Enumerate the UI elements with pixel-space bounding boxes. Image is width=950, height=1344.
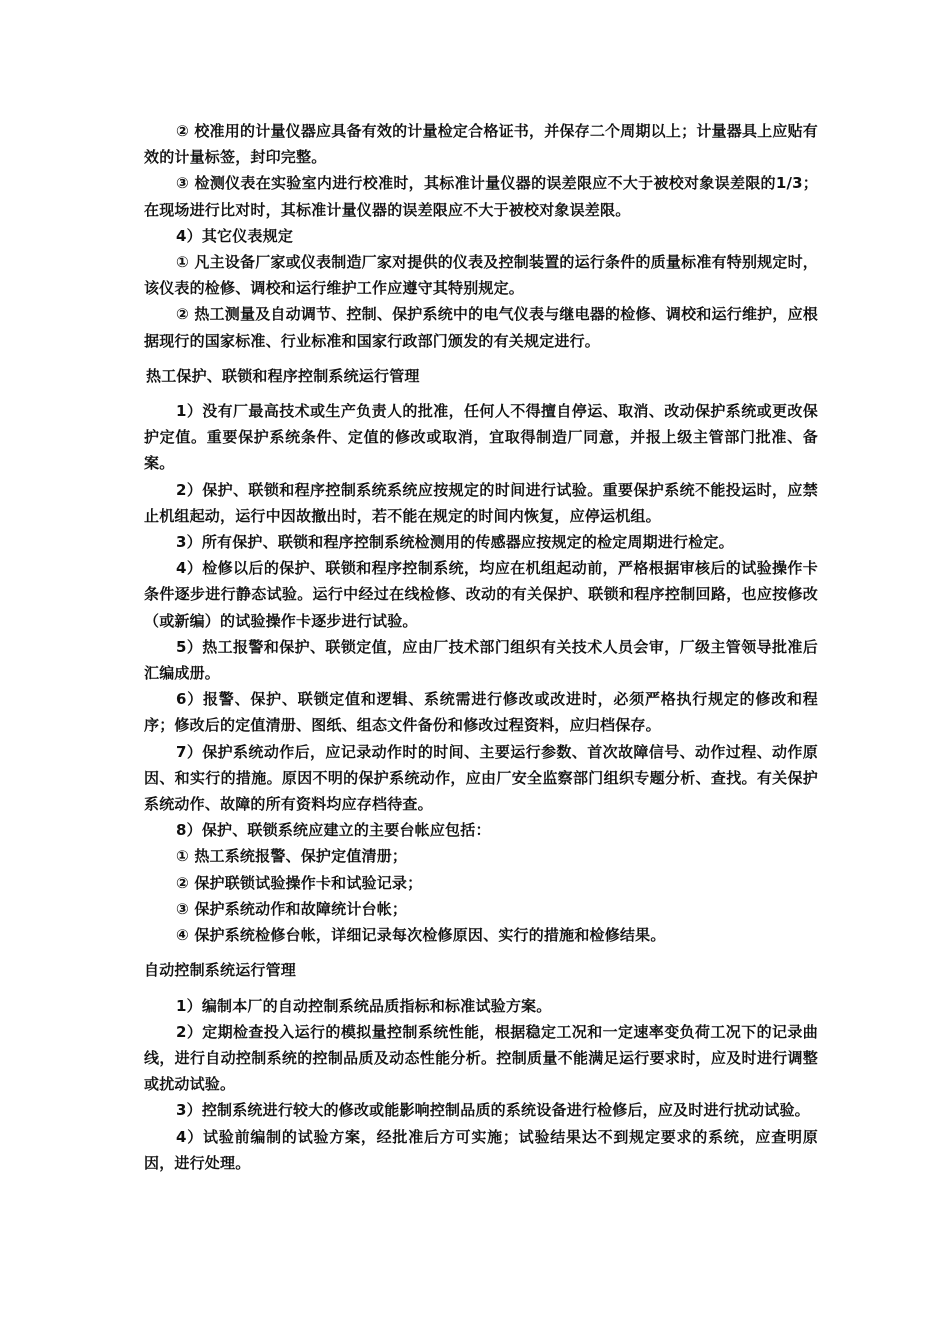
list-item: ② 保护联锁试验操作卡和试验记录；: [176, 873, 423, 892]
paragraph: 2）定期检查投入运行的模拟量控制系统性能，根据稳定工况和一定速率变负荷工况下的记录曲线，进行自动控制系统的控制品质及动态性能分析。控制质量不能满足运行要求时，应及时进行调整或扰动试验。: [144, 1022, 818, 1094]
paragraph: 2）保护、联锁和程序控制系统系统应按规定的时间进行试验。重要保护系统不能投运时，应禁止机组起动，运行中因故撤出时，若不能在规定的时间内恢复，应停运机组。: [144, 480, 818, 525]
list-item: ① 热工系统报警、保护定值清册；: [176, 847, 408, 866]
paragraph: ③ 检测仪表在实验室内进行校准时，其标准计量仪器的误差限应不大于被校对象误差限的1/3；在现场进行比对时，其标准计量仪器的误差限应不大于被校对象误差限。: [144, 174, 818, 219]
paragraph: 5）热工报警和保护、联锁定值，应由厂技术部门组织有关技术人员会审，厂级主管领导批准后汇编成册。: [144, 637, 818, 683]
paragraph: 7）保护系统动作后，应记录动作时的时间、主要运行参数、首次故障信号、动作过程、动作原因、和实行的措施。原因不明的保护系统动作，应由厂安全监察部门组织专题分析、查找。有关保护系统动作、故障的所有资料均应存档待查。: [144, 742, 818, 814]
paragraph: ② 热工测量及自动调节、控制、保护系统中的电气仪表与继电器的检修、调校和运行维护，应根据现行的国家标准、行业标准和国家行政部门颁发的有关规定进行。: [144, 305, 818, 350]
paragraph: 6）报警、保护、联锁定值和逻辑、系统需进行修改或改进时，必须严格执行规定的修改和程序；修改后的定值清册、图纸、组态文件备份和修改过程资料，应归档保存。: [144, 690, 818, 735]
section-heading: 自动控制系统运行管理: [144, 961, 297, 980]
paragraph: 1）编制本厂的自动控制系统品质指标和标准试验方案。: [176, 996, 552, 1015]
list-item: ③ 保护系统动作和故障统计台帐；: [176, 899, 408, 918]
list-item: ④ 保护系统检修台帐，详细记录每次检修原因、实行的措施和检修结果。: [176, 926, 666, 945]
paragraph: 3）控制系统进行较大的修改或能影响控制品质的系统设备进行检修后，应及时进行扰动试验。: [176, 1101, 810, 1120]
paragraph: 4）试验前编制的试验方案，经批准后方可实施；试验结果达不到规定要求的系统，应查明原因，进行处理。: [144, 1127, 818, 1172]
paragraph: 8）保护、联锁系统应建立的主要台帐应包括：: [176, 821, 491, 840]
paragraph: 1）没有厂最高技术或生产负责人的批准，任何人不得擅自停运、取消、改动保护系统或更改保护定值。重要保护系统条件、定值的修改或取消，宜取得制造厂同意，并报上级主管部门批准、备案。: [144, 402, 818, 473]
paragraph: 4）其它仪表规定: [176, 226, 294, 245]
document-body: [144, 118, 818, 1176]
section-heading: 热工保护、联锁和程序控制系统运行管理: [146, 366, 420, 385]
paragraph: 3）所有保护、联锁和程序控制系统检测用的传感器应按规定的检定周期进行检定。: [176, 533, 734, 552]
paragraph: ① 凡主设备厂家或仪表制造厂家对提供的仪表及控制装置的运行条件的质量标准有特别规定时，该仪表的检修、调校和运行维护工作应遵守其特别规定。: [144, 253, 818, 298]
paragraph: 4）检修以后的保护、联锁和程序控制系统，均应在机组起动前，严格根据审核后的试验操作卡条件逐步进行静态试验。运行中经过在线检修、改动的有关保护、联锁和程序控制回路，也应按修改（或新编）的试验操作卡逐步进行试验。: [144, 559, 818, 630]
paragraph: ② 校准用的计量仪器应具备有效的计量检定合格证书，并保存二个周期以上；计量器具上应贴有效的计量标签，封印完整。: [144, 122, 818, 167]
